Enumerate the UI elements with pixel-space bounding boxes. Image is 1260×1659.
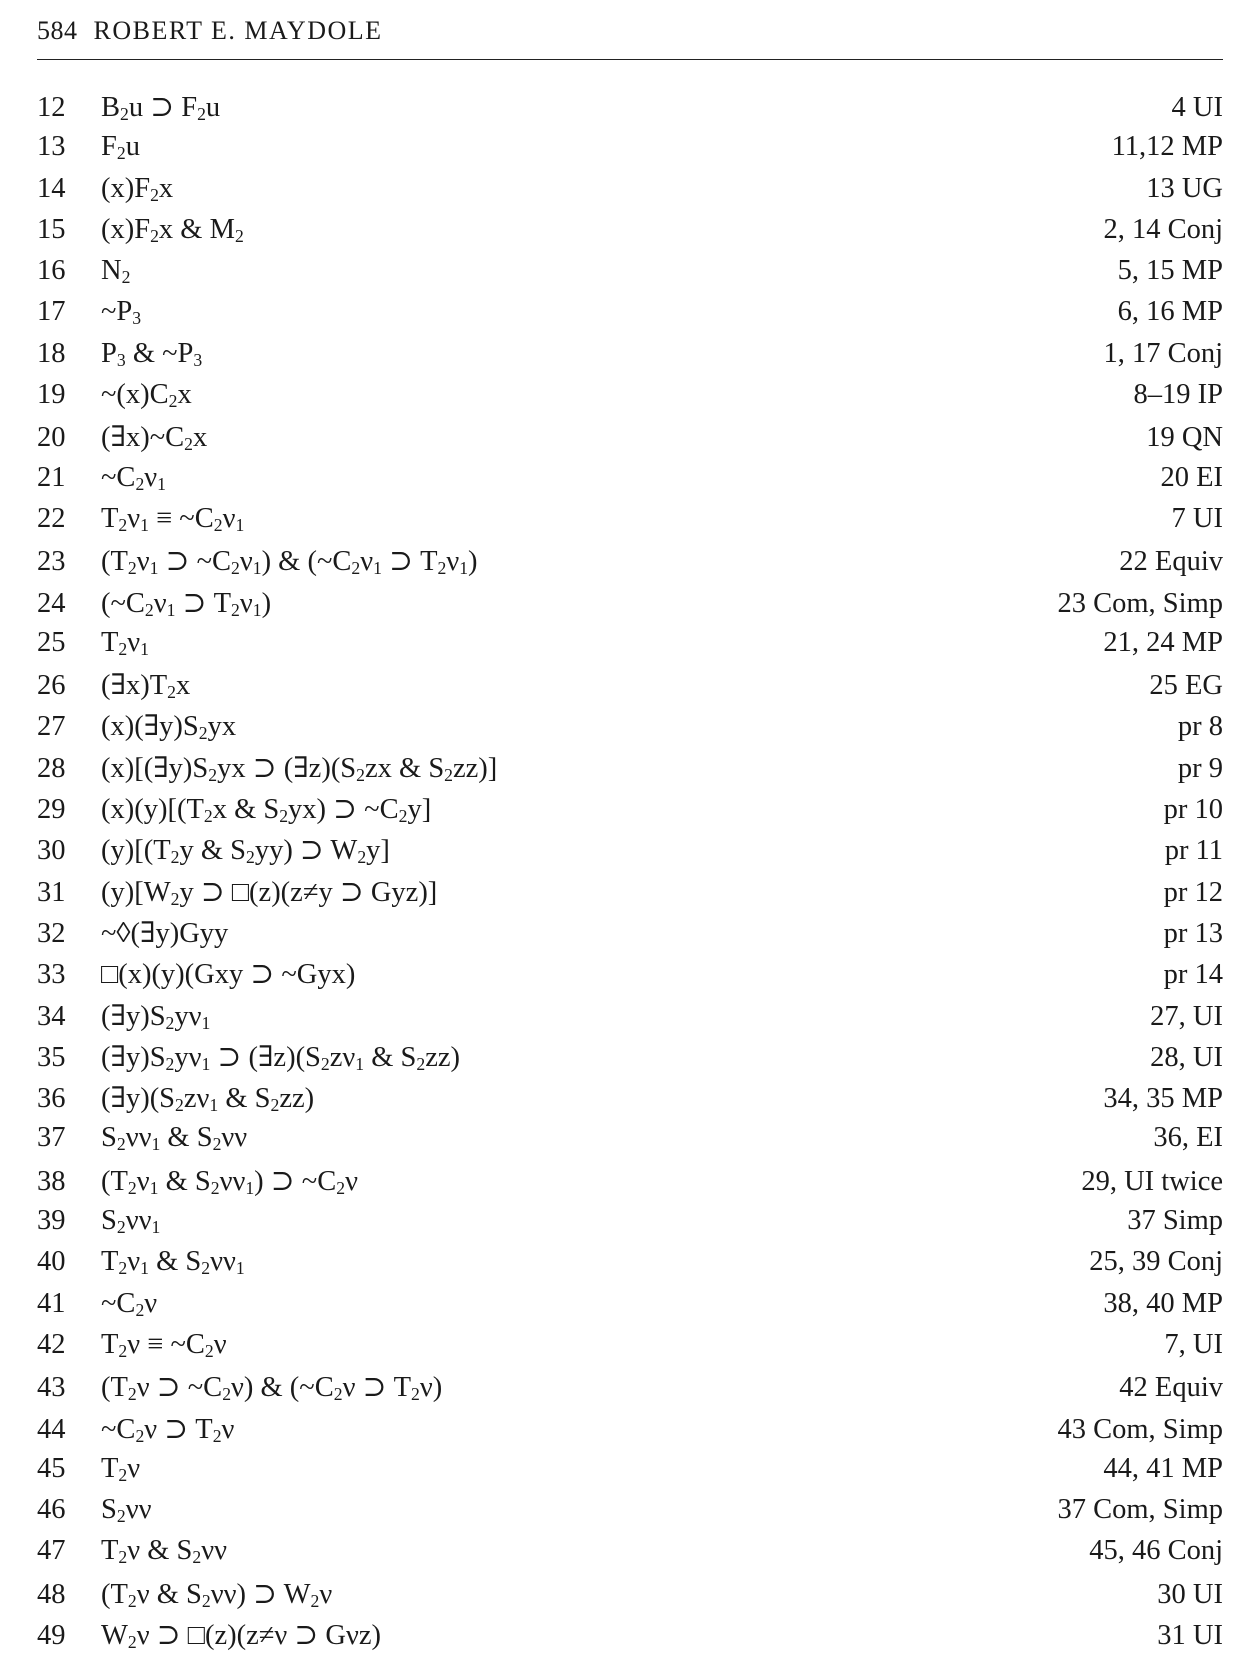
line-number: 48 [37, 1578, 66, 1610]
line-formula: $T_2\nu$ ≡ $\sim C_2\nu$ [101, 1328, 227, 1361]
line-justification: 22 Equiv [1119, 546, 1223, 578]
line-number: 16 [37, 255, 66, 287]
line-justification: 37 Com, Simp [1057, 1494, 1223, 1526]
line-justification: 25, 39 Conj [1089, 1246, 1223, 1278]
line-number: 43 [37, 1372, 66, 1404]
proof-line [37, 916, 1223, 957]
line-formula: $(x)F_2x$ [101, 172, 174, 205]
line-formula: $N_2$ [101, 255, 131, 288]
line-justification: pr 10 [1163, 794, 1223, 826]
line-formula: $(\exists y)S_2y\nu_1$ ⊃ $(\exists z)(S_2z\nu_1$ & $S_2zz$) [101, 1041, 461, 1074]
line-formula: $(x)F_2x$ & $M_2$ [101, 213, 244, 246]
proof-line [37, 462, 1223, 503]
running-head-author: ROBERT E. MAYDOLE [93, 16, 383, 45]
line-formula: $(\exists y)(S_2z\nu_1$ & $S_2zz$) [101, 1083, 315, 1115]
line-justification: 4 UI [1171, 92, 1223, 123]
line-justification: pr 11 [1164, 835, 1223, 867]
line-formula: $\sim(x)C_2x$ [101, 379, 192, 411]
line-number: 38 [37, 1165, 66, 1197]
line-justification: 42 Equiv [1119, 1372, 1223, 1404]
line-formula: $\sim C_2\nu_1$ [101, 461, 166, 494]
line-number: 12 [37, 92, 66, 123]
proof-line [37, 173, 1223, 214]
line-number: 45 [37, 1452, 66, 1484]
line-justification: pr 13 [1163, 917, 1223, 949]
line-number: 23 [37, 546, 66, 578]
line-justification: 23 Com, Simp [1057, 587, 1223, 619]
line-justification: 44, 41 MP [1103, 1452, 1223, 1484]
proof-line [37, 1288, 1223, 1329]
proof-line [37, 586, 1223, 627]
line-formula: ~◊(∃y)Gyy [101, 917, 229, 949]
proof-line [37, 1246, 1223, 1287]
proof-line [37, 255, 1223, 296]
proof-line [37, 627, 1223, 668]
line-formula: $T_2\nu_1$ [101, 626, 149, 659]
line-formula: $(x)[(\exists y)S_2yx$ ⊃ $(\exists z)(S_2zx$ & $S_2zz$)] [101, 752, 498, 785]
line-justification: 29, UI twice [1081, 1165, 1223, 1197]
proof-line [37, 875, 1223, 916]
line-number: 35 [37, 1041, 66, 1073]
line-number: 46 [37, 1494, 66, 1526]
proof-line [37, 751, 1223, 792]
line-formula: $T_2\nu$ & $S_2\nu\nu$ [101, 1535, 228, 1568]
proof-line [37, 1412, 1223, 1453]
line-formula: $T_2\nu_1$ & $S_2\nu\nu_1$ [101, 1246, 245, 1279]
line-justification: pr 12 [1163, 876, 1223, 908]
proof-line [37, 1535, 1223, 1576]
line-justification: 19 QN [1146, 422, 1223, 454]
line-formula: $(\exists y)S_2y\nu_1$ [101, 1000, 211, 1033]
line-formula: $\sim C_2\nu$ [101, 1287, 158, 1320]
line-formula: ($T_2\nu_1$ ⊃ $\sim C_2\nu_1$) & ($\sim C_2\nu_1$ ⊃ $T_2\nu_1$) [101, 546, 478, 579]
line-formula: ($T_2\nu$ ⊃ $\sim C_2\nu$) & ($\sim C_2\nu$ ⊃ $T_2\nu$) [101, 1372, 443, 1405]
line-number: 40 [37, 1246, 66, 1278]
line-formula: $(y)[W_2y$ ⊃ □(z)(z≠y ⊃ Gyz)] [101, 876, 438, 909]
line-justification: 43 Com, Simp [1057, 1413, 1223, 1445]
line-justification: pr 14 [1163, 959, 1223, 991]
line-number: 28 [37, 752, 66, 784]
line-number: 41 [37, 1287, 66, 1319]
line-formula: $\sim C_2\nu$ ⊃ $T_2\nu$ [101, 1413, 235, 1446]
proof-line [37, 999, 1223, 1040]
line-number: 26 [37, 670, 66, 702]
line-number: 21 [37, 461, 66, 493]
proof-line [37, 1164, 1223, 1205]
line-number: 25 [37, 626, 66, 658]
line-justification: 1, 17 Conj [1103, 337, 1223, 369]
line-justification: pr 8 [1177, 711, 1223, 743]
line-number: 15 [37, 213, 66, 245]
line-number: 29 [37, 794, 66, 826]
proof-line [37, 296, 1223, 337]
line-formula: $B_2u$ ⊃ $F_2u$ [101, 92, 221, 124]
line-justification: 34, 35 MP [1103, 1083, 1223, 1115]
proof-line [37, 503, 1223, 544]
line-justification: pr 9 [1177, 752, 1223, 784]
line-justification: 37 Simp [1127, 1205, 1223, 1237]
line-formula: $T_2\nu_1$ ≡ $\sim C_2\nu_1$ [101, 502, 245, 535]
proof-line [37, 1618, 1223, 1659]
line-justification: 7 UI [1171, 502, 1223, 534]
line-formula: ($T_2\nu_1$ & $S_2\nu\nu_1$) ⊃ $\sim C_2\nu$ [101, 1165, 358, 1198]
line-number: 22 [37, 502, 66, 534]
line-justification: 45, 46 Conj [1089, 1535, 1223, 1567]
line-number: 20 [37, 422, 66, 454]
line-formula: $F_2u$ [101, 131, 140, 164]
line-number: 14 [37, 172, 66, 204]
line-formula: $W_2\nu$ ⊃ □(z)(z≠ν ⊃ Gνz) [101, 1619, 382, 1652]
line-number: 27 [37, 711, 66, 743]
proof-line [37, 1370, 1223, 1411]
line-number: 32 [37, 917, 66, 949]
proof-line [37, 379, 1223, 420]
line-justification: 11,12 MP [1111, 131, 1223, 163]
line-number: 39 [37, 1205, 66, 1237]
proof-line [37, 957, 1223, 998]
line-number: 18 [37, 337, 66, 369]
header-rule [37, 59, 1223, 60]
line-justification: 25 EG [1149, 670, 1223, 702]
proof-line [37, 338, 1223, 379]
line-number: 13 [37, 131, 66, 163]
proof-line [37, 1577, 1223, 1618]
line-justification: 20 EI [1160, 461, 1223, 493]
line-justification: 13 UG [1146, 172, 1223, 204]
proof-line [37, 214, 1223, 255]
line-justification: 7, UI [1164, 1328, 1223, 1360]
proof-line [37, 792, 1223, 833]
proof-line [37, 544, 1223, 585]
line-formula: □(x)(y)(Gxy ⊃ ~Gyx) [101, 959, 356, 991]
line-number: 37 [37, 1122, 66, 1154]
line-number: 36 [37, 1083, 66, 1115]
line-justification: 28, UI [1150, 1041, 1223, 1073]
line-justification: 31 UI [1157, 1619, 1223, 1651]
line-number: 24 [37, 587, 66, 619]
line-formula: $S_2\nu\nu_1$ [101, 1205, 161, 1237]
line-number: 17 [37, 296, 66, 328]
line-justification: 36, EI [1153, 1122, 1223, 1154]
line-number: 34 [37, 1000, 66, 1032]
line-justification: 2, 14 Conj [1103, 213, 1223, 245]
line-justification: 27, UI [1150, 1000, 1223, 1032]
page-number: 584 [37, 16, 78, 45]
running-header [37, 16, 1223, 58]
proof-line [37, 1040, 1223, 1081]
line-number: 19 [37, 379, 66, 411]
line-justification: 30 UI [1157, 1578, 1223, 1610]
line-justification: 5, 15 MP [1117, 255, 1223, 287]
proof-line [37, 668, 1223, 709]
proof-line [37, 1494, 1223, 1535]
line-number: 42 [37, 1328, 66, 1360]
proof-line [37, 709, 1223, 750]
proof-line [37, 131, 1223, 172]
line-formula: $(\exists x)T_2x$ [101, 670, 191, 703]
proof-lines [37, 90, 1223, 1659]
line-formula: $P_3$ & $\sim P_3$ [101, 337, 203, 370]
line-justification: 38, 40 MP [1103, 1287, 1223, 1319]
line-formula: $(x)(y)[(T_2x$ & $S_2yx$) ⊃ $\sim C_2y$] [101, 794, 432, 826]
line-formula: ($\sim C_2\nu_1$ ⊃ $T_2\nu_1$) [101, 587, 272, 620]
proof-line [37, 1081, 1223, 1122]
line-number: 31 [37, 876, 66, 908]
proof-line [37, 1205, 1223, 1246]
line-justification: 21, 24 MP [1103, 626, 1223, 658]
line-formula: $(\exists x)\sim C_2x$ [101, 422, 208, 455]
line-justification: 8–19 IP [1133, 379, 1223, 411]
proof-line [37, 833, 1223, 874]
line-formula: ($T_2\nu$ & $S_2\nu\nu$) ⊃ $W_2\nu$ [101, 1578, 333, 1611]
proof-line [37, 1453, 1223, 1494]
proof-line [37, 1122, 1223, 1163]
line-justification: 6, 16 MP [1117, 296, 1223, 328]
line-formula: $S_2\nu\nu$ [101, 1494, 152, 1526]
proof-line [37, 90, 1223, 131]
line-number: 33 [37, 959, 66, 991]
proof-line [37, 420, 1223, 461]
line-number: 44 [37, 1413, 66, 1445]
line-formula: $(x)(\exists y)S_2yx$ [101, 711, 237, 744]
proof-line [37, 1329, 1223, 1370]
line-formula: $\sim P_3$ [101, 296, 142, 329]
line-formula: $S_2\nu\nu_1$ & $S_2\nu\nu$ [101, 1122, 248, 1155]
line-formula: $(y)[(T_2y$ & $S_2yy$) ⊃ $W_2y$] [101, 835, 390, 868]
line-formula: $T_2\nu$ [101, 1452, 141, 1485]
line-number: 49 [37, 1619, 66, 1651]
line-number: 47 [37, 1535, 66, 1567]
line-number: 30 [37, 835, 66, 867]
